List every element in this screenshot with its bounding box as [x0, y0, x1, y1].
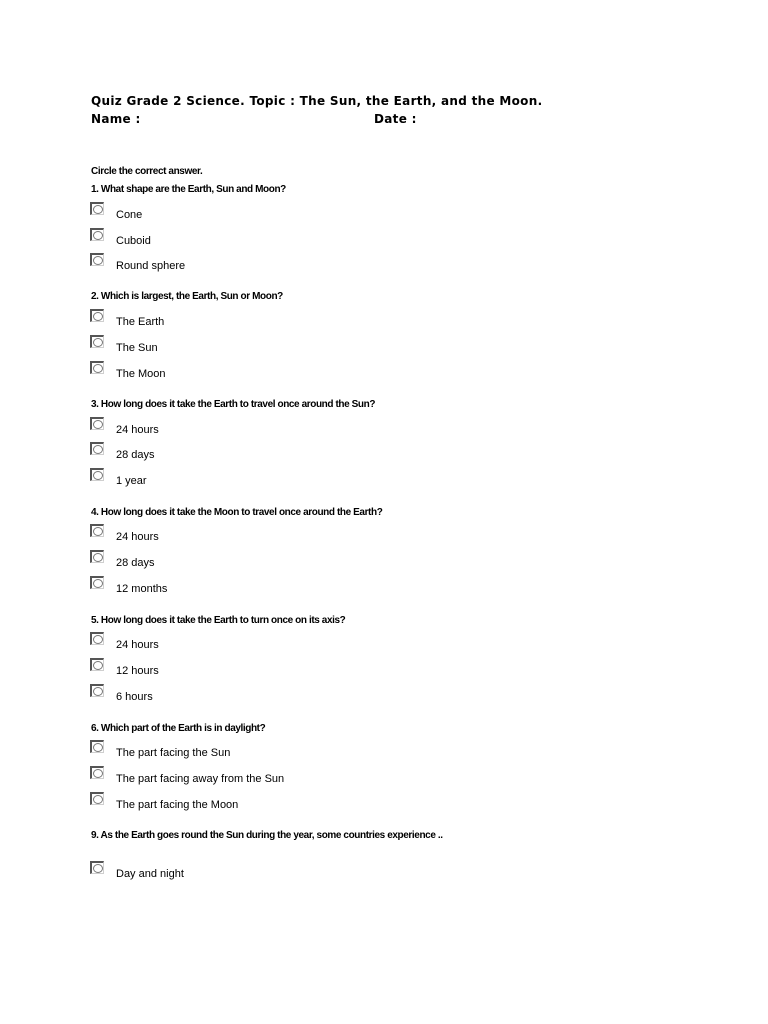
radio-button-icon[interactable] — [90, 361, 104, 374]
option-label: 24 hours — [116, 531, 159, 543]
radio-button-icon[interactable] — [90, 524, 104, 537]
question-6: 6. Which part of the Earth is in daylight? — [91, 723, 266, 734]
question-1: 1. What shape are the Earth, Sun and Moon? — [91, 184, 286, 195]
option-label: The part facing the Moon — [116, 799, 239, 811]
option-label: The Sun — [116, 342, 158, 354]
option-label: 28 days — [116, 449, 155, 461]
option-label: Cone — [116, 209, 143, 221]
question-5: 5. How long does it take the Earth to turn once on its axis? — [91, 615, 346, 626]
date-label: Date : — [374, 112, 417, 126]
radio-button-icon[interactable] — [90, 684, 104, 697]
question-9: 9. As the Earth goes round the Sun during the year, some countries experience .. — [91, 830, 443, 841]
radio-button-icon[interactable] — [90, 309, 104, 322]
option-label: Day and night — [116, 868, 184, 880]
option-label: Cuboid — [116, 235, 151, 247]
option-label: 12 months — [116, 583, 168, 595]
question-2: 2. Which is largest, the Earth, Sun or Moon? — [91, 291, 283, 302]
radio-button-icon[interactable] — [90, 468, 104, 481]
radio-button-icon[interactable] — [90, 766, 104, 779]
question-3: 3. How long does it take the Earth to travel once around the Sun? — [91, 399, 376, 410]
option-label: 6 hours — [116, 691, 153, 703]
quiz-title: Quiz Grade 2 Science. Topic : The Sun, the Earth, and the Moon. — [91, 94, 543, 108]
radio-button-icon[interactable] — [90, 228, 104, 241]
option-label: 24 hours — [116, 424, 159, 436]
option-label: The part facing away from the Sun — [116, 773, 285, 785]
radio-button-icon[interactable] — [90, 658, 104, 671]
radio-button-icon[interactable] — [90, 442, 104, 455]
option-label: The Moon — [116, 368, 166, 380]
radio-button-icon[interactable] — [90, 576, 104, 589]
radio-button-icon[interactable] — [90, 253, 104, 266]
radio-button-icon[interactable] — [90, 632, 104, 645]
option-label: 24 hours — [116, 639, 159, 651]
option-label: The Earth — [116, 316, 165, 328]
instruction: Circle the correct answer. — [91, 166, 203, 177]
option-label: 28 days — [116, 557, 155, 569]
radio-button-icon[interactable] — [90, 740, 104, 753]
radio-button-icon[interactable] — [90, 335, 104, 348]
radio-button-icon[interactable] — [90, 202, 104, 215]
option-label: 12 hours — [116, 665, 159, 677]
option-label: The part facing the Sun — [116, 747, 231, 759]
radio-button-icon[interactable] — [90, 861, 104, 874]
radio-button-icon[interactable] — [90, 417, 104, 430]
option-label: 1 year — [116, 475, 147, 487]
radio-button-icon[interactable] — [90, 550, 104, 563]
option-label: Round sphere — [116, 260, 186, 272]
name-label: Name : — [91, 112, 141, 126]
question-4: 4. How long does it take the Moon to travel once around the Earth? — [91, 507, 383, 518]
radio-button-icon[interactable] — [90, 792, 104, 805]
